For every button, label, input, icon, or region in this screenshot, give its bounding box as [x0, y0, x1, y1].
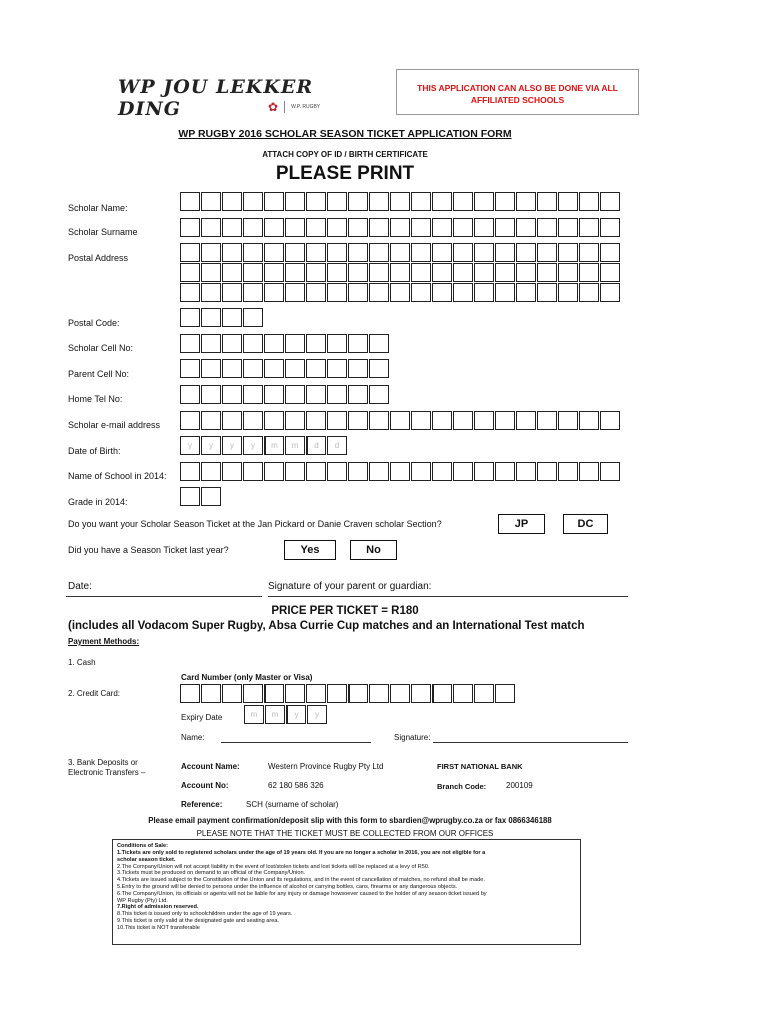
input-box[interactable] — [348, 192, 368, 211]
credit-card-option: 2. Credit Card: — [68, 689, 121, 698]
reference-label: Reference: — [181, 800, 223, 809]
home-tel-label: Home Tel No: — [68, 394, 123, 404]
input-box[interactable] — [579, 411, 599, 430]
cash-option: 1. Cash — [68, 658, 96, 667]
input-box[interactable] — [201, 243, 221, 262]
input-box[interactable] — [390, 684, 410, 703]
input-box[interactable] — [411, 243, 431, 262]
grade-boxes[interactable] — [180, 487, 222, 506]
input-box[interactable] — [285, 359, 305, 378]
input-box[interactable] — [222, 243, 242, 262]
input-box[interactable] — [327, 218, 347, 237]
input-box[interactable] — [453, 263, 473, 282]
input-box[interactable] — [495, 411, 515, 430]
account-no-value: 62 180 586 326 — [268, 781, 324, 790]
input-box[interactable] — [222, 411, 242, 430]
input-box[interactable]: y — [286, 705, 306, 724]
input-box[interactable] — [453, 462, 473, 481]
input-box[interactable] — [495, 462, 515, 481]
input-box[interactable] — [180, 411, 200, 430]
input-box[interactable] — [201, 684, 221, 703]
scholar-email-label: Scholar e-mail address — [68, 420, 161, 430]
condition-item: scholar season ticket. — [117, 856, 176, 863]
input-box[interactable] — [411, 192, 431, 211]
notice-line-2: AFFILIATED SCHOOLS — [470, 95, 565, 105]
input-box[interactable] — [327, 359, 347, 378]
input-box[interactable] — [180, 462, 200, 481]
input-box[interactable] — [306, 283, 326, 302]
input-box[interactable] — [495, 243, 515, 262]
input-box[interactable] — [180, 334, 200, 353]
input-box[interactable]: m — [265, 705, 285, 724]
option-yes[interactable]: Yes — [284, 540, 336, 560]
input-box[interactable]: d — [306, 436, 326, 455]
school-boxes[interactable] — [180, 462, 621, 481]
input-box[interactable] — [285, 243, 305, 262]
input-box[interactable] — [264, 243, 284, 262]
input-box[interactable] — [201, 359, 221, 378]
reference-value: SCH (surname of scholar) — [246, 800, 339, 809]
card-number-boxes[interactable] — [180, 684, 516, 703]
option-no[interactable]: No — [350, 540, 397, 560]
input-box[interactable] — [600, 192, 620, 211]
input-box[interactable]: y — [201, 436, 221, 455]
input-box[interactable]: d — [327, 436, 347, 455]
input-box[interactable] — [180, 283, 200, 302]
parent-cell-boxes[interactable] — [180, 359, 390, 378]
input-box[interactable] — [558, 243, 578, 262]
input-box[interactable] — [474, 411, 494, 430]
input-box[interactable] — [285, 684, 305, 703]
scholar-surname-boxes[interactable] — [180, 218, 621, 237]
input-box[interactable] — [264, 218, 284, 237]
dob-boxes[interactable] — [180, 436, 348, 455]
postal-address-row-1[interactable] — [180, 243, 621, 262]
input-box[interactable] — [579, 283, 599, 302]
input-box[interactable] — [411, 684, 431, 703]
attach-note: ATTACH COPY OF ID / BIRTH CERTIFICATE — [262, 150, 428, 159]
guardian-signature-line[interactable] — [268, 596, 628, 597]
input-box[interactable] — [285, 283, 305, 302]
input-box[interactable] — [285, 192, 305, 211]
postal-code-label: Postal Code: — [68, 318, 120, 328]
input-box[interactable] — [369, 218, 389, 237]
rugby-logo-icon: ✿ — [268, 100, 279, 114]
input-box[interactable] — [222, 283, 242, 302]
input-box[interactable] — [474, 243, 494, 262]
input-box[interactable] — [201, 218, 221, 237]
input-box[interactable] — [558, 218, 578, 237]
card-number-label: Card Number (only Master or Visa) — [181, 673, 313, 682]
card-name-line[interactable] — [221, 742, 371, 743]
input-box[interactable] — [411, 411, 431, 430]
input-box[interactable] — [306, 462, 326, 481]
card-signature-line[interactable] — [433, 742, 628, 743]
input-box[interactable] — [264, 334, 284, 353]
card-signature-label: Signature: — [394, 733, 431, 742]
input-box[interactable] — [369, 385, 389, 404]
input-box[interactable] — [201, 283, 221, 302]
condition-item: 2.The Company/Union will not accept liability in the event of lost/stolen tickets and lost tickets will be replaced at a levy of R50. — [117, 863, 430, 870]
input-box[interactable] — [369, 283, 389, 302]
input-box[interactable] — [537, 263, 557, 282]
input-box[interactable] — [474, 192, 494, 211]
input-box[interactable] — [222, 308, 242, 327]
input-box[interactable] — [516, 411, 536, 430]
input-box[interactable] — [201, 308, 221, 327]
input-box[interactable] — [222, 359, 242, 378]
scholar-email-boxes[interactable] — [180, 411, 621, 430]
input-box[interactable] — [558, 263, 578, 282]
postal-address-row-2[interactable] — [180, 263, 621, 282]
input-box[interactable] — [369, 684, 389, 703]
input-box[interactable] — [264, 192, 284, 211]
input-box[interactable]: m — [244, 705, 264, 724]
input-box[interactable] — [558, 462, 578, 481]
input-box[interactable] — [537, 218, 557, 237]
input-box[interactable] — [180, 385, 200, 404]
input-box[interactable] — [579, 243, 599, 262]
input-box[interactable] — [201, 462, 221, 481]
input-box[interactable] — [285, 218, 305, 237]
postal-code-boxes[interactable] — [180, 308, 264, 327]
input-box[interactable] — [579, 462, 599, 481]
input-box[interactable] — [432, 462, 452, 481]
input-box[interactable] — [390, 263, 410, 282]
condition-item: 7.Right of admission reserved. — [117, 904, 199, 911]
input-box[interactable] — [390, 243, 410, 262]
input-box[interactable] — [348, 218, 368, 237]
input-box[interactable] — [222, 684, 242, 703]
input-box[interactable] — [579, 192, 599, 211]
input-box[interactable] — [222, 263, 242, 282]
date-line[interactable] — [66, 596, 262, 597]
input-box[interactable] — [201, 263, 221, 282]
postal-address-label: Postal Address — [68, 253, 129, 263]
input-box[interactable] — [285, 462, 305, 481]
input-box[interactable] — [495, 684, 515, 703]
input-box[interactable] — [453, 411, 473, 430]
branch-code-value: 200109 — [506, 781, 533, 790]
bank-option — [68, 758, 145, 778]
branch-code-label: Branch Code: — [437, 782, 487, 791]
input-box[interactable] — [348, 684, 368, 703]
input-box[interactable] — [600, 411, 620, 430]
input-box[interactable] — [180, 243, 200, 262]
input-box[interactable] — [201, 385, 221, 404]
input-box[interactable] — [306, 192, 326, 211]
input-box[interactable] — [243, 263, 263, 282]
input-box[interactable]: y — [307, 705, 327, 724]
logo-text: WP JOU LEKKER DING — [118, 76, 314, 120]
input-box[interactable] — [327, 263, 347, 282]
input-box[interactable] — [306, 684, 326, 703]
input-box[interactable] — [348, 283, 368, 302]
input-box[interactable] — [390, 218, 410, 237]
last-year-question: Did you have a Season Ticket last year? — [68, 545, 229, 555]
input-box[interactable] — [558, 192, 578, 211]
input-box[interactable] — [222, 462, 242, 481]
input-box[interactable] — [369, 243, 389, 262]
input-box[interactable] — [201, 334, 221, 353]
parent-cell-label: Parent Cell No: — [68, 369, 130, 379]
input-box[interactable] — [222, 385, 242, 404]
input-box[interactable] — [537, 462, 557, 481]
input-box[interactable] — [243, 411, 263, 430]
section-question: Do you want your Scholar Season Ticket at the Jan Pickard or Danie Craven scholar Section? — [68, 519, 442, 529]
input-box[interactable] — [369, 263, 389, 282]
input-box[interactable] — [180, 308, 200, 327]
input-box[interactable] — [495, 283, 515, 302]
input-box[interactable]: y — [180, 436, 200, 455]
condition-item: 6.The Company/Union, its officials or agents will not be liable for any injury or damage howsoever caused to the holder of any season ticket issued by — [117, 890, 487, 897]
input-box[interactable] — [306, 263, 326, 282]
input-box[interactable] — [432, 411, 452, 430]
home-tel-boxes[interactable] — [180, 385, 390, 404]
option-dc[interactable]: DC — [563, 514, 608, 534]
condition-item: 8.This ticket is issued only to schoolchildren under the age of 19 years. — [117, 911, 293, 918]
input-box[interactable] — [369, 462, 389, 481]
input-box[interactable] — [432, 192, 452, 211]
input-box[interactable] — [180, 263, 200, 282]
bank-option-line-2: Electronic Transfers – — [68, 768, 146, 777]
input-box[interactable] — [180, 218, 200, 237]
account-no-label: Account No: — [181, 781, 229, 790]
input-box[interactable] — [600, 218, 620, 237]
scholar-cell-label: Scholar Cell No: — [68, 343, 134, 353]
input-box[interactable] — [537, 243, 557, 262]
price-includes: (includes all Vodacom Super Rugby, Absa Currie Cup matches and an International Test match — [68, 620, 585, 632]
input-box[interactable] — [180, 192, 200, 211]
input-box[interactable] — [243, 334, 263, 353]
scholar-name-boxes[interactable] — [180, 192, 621, 211]
input-box[interactable] — [390, 192, 410, 211]
input-box[interactable] — [432, 684, 452, 703]
input-box[interactable] — [327, 283, 347, 302]
input-box[interactable] — [180, 487, 200, 506]
input-box[interactable] — [369, 359, 389, 378]
input-box[interactable] — [327, 411, 347, 430]
input-box[interactable] — [474, 462, 494, 481]
input-box[interactable] — [390, 411, 410, 430]
input-box[interactable] — [306, 334, 326, 353]
input-box[interactable] — [285, 263, 305, 282]
input-box[interactable] — [600, 283, 620, 302]
input-box[interactable] — [537, 411, 557, 430]
bank-name: FIRST NATIONAL BANK — [437, 762, 523, 771]
input-box[interactable] — [264, 359, 284, 378]
input-box[interactable] — [516, 263, 536, 282]
input-box[interactable] — [348, 411, 368, 430]
input-box[interactable] — [600, 263, 620, 282]
input-box[interactable] — [390, 283, 410, 302]
input-box[interactable] — [201, 192, 221, 211]
guardian-signature-label: Signature of your parent or guardian: — [268, 581, 432, 592]
notice-box — [396, 69, 639, 115]
input-box[interactable] — [285, 334, 305, 353]
input-box[interactable] — [327, 684, 347, 703]
input-box[interactable] — [306, 411, 326, 430]
input-box[interactable] — [264, 462, 284, 481]
input-box[interactable] — [327, 192, 347, 211]
please-print: PLEASE PRINT — [275, 163, 415, 184]
input-box[interactable] — [495, 218, 515, 237]
input-box[interactable] — [432, 243, 452, 262]
input-box[interactable] — [453, 684, 473, 703]
input-box[interactable]: y — [243, 436, 263, 455]
input-box[interactable]: y — [222, 436, 242, 455]
input-box[interactable] — [453, 192, 473, 211]
input-box[interactable] — [369, 192, 389, 211]
input-box[interactable] — [306, 359, 326, 378]
input-box[interactable] — [306, 218, 326, 237]
condition-item: 5.Entry to the ground will be denied to persons under the influence of alcohol or carrying bottles, cans, firearms or any dangerous objects. — [117, 884, 458, 890]
input-box[interactable] — [222, 334, 242, 353]
input-box[interactable] — [348, 359, 368, 378]
input-box[interactable] — [369, 411, 389, 430]
input-box[interactable] — [264, 411, 284, 430]
logo-sub: W.P. RUGBY — [291, 104, 321, 110]
input-box[interactable] — [474, 218, 494, 237]
input-box[interactable] — [516, 192, 536, 211]
input-box[interactable] — [453, 218, 473, 237]
input-box[interactable] — [243, 243, 263, 262]
date-label: Date: — [68, 581, 92, 592]
input-box[interactable] — [264, 283, 284, 302]
expiry-boxes[interactable] — [244, 705, 328, 724]
input-box[interactable] — [495, 192, 515, 211]
input-box[interactable] — [558, 411, 578, 430]
input-box[interactable] — [264, 684, 284, 703]
scholar-surname-label: Scholar Surname — [68, 227, 138, 237]
input-box[interactable] — [327, 462, 347, 481]
input-box[interactable] — [285, 385, 305, 404]
input-box[interactable] — [432, 218, 452, 237]
input-box[interactable] — [243, 684, 263, 703]
school-label: Name of School in 2014: — [68, 471, 167, 481]
input-box[interactable] — [411, 283, 431, 302]
grade-label: Grade in 2014: — [68, 497, 128, 507]
input-box[interactable] — [222, 218, 242, 237]
input-box[interactable] — [516, 462, 536, 481]
input-box[interactable] — [390, 462, 410, 481]
collect-notice: PLEASE NOTE THAT THE TICKET MUST BE COLLECTED FROM OUR OFFICES — [196, 829, 494, 838]
input-box[interactable] — [201, 411, 221, 430]
option-jp[interactable]: JP — [498, 514, 545, 534]
condition-item: WP Rugby (Pty) Ltd. — [117, 897, 168, 904]
payment-heading: Payment Methods: — [68, 637, 140, 646]
input-box[interactable] — [348, 334, 368, 353]
input-box[interactable] — [348, 243, 368, 262]
input-box[interactable] — [243, 462, 263, 481]
dob-label: Date of Birth: — [68, 446, 121, 456]
input-box[interactable] — [600, 462, 620, 481]
input-box[interactable] — [432, 263, 452, 282]
condition-item: 3.Tickets must be produced on demand to an official of the Company/Union. — [117, 870, 306, 877]
input-box[interactable] — [327, 334, 347, 353]
input-box[interactable] — [516, 218, 536, 237]
input-box[interactable] — [474, 263, 494, 282]
notice-line-1: THIS APPLICATION CAN ALSO BE DONE VIA ALL — [417, 83, 618, 93]
input-box[interactable] — [474, 283, 494, 302]
email-instruction: Please email payment confirmation/deposit slip with this form to sbardien@wprugby.co.za or fax 0866346188 — [148, 816, 552, 825]
logo — [118, 76, 358, 118]
input-box[interactable] — [537, 192, 557, 211]
input-box[interactable] — [516, 283, 536, 302]
input-box[interactable]: m — [285, 436, 305, 455]
form-title: WP RUGBY 2016 SCHOLAR SEASON TICKET APPLICATION FORM — [178, 128, 512, 140]
input-box[interactable] — [369, 334, 389, 353]
card-name-label: Name: — [181, 733, 205, 742]
expiry-label: Expiry Date — [181, 713, 223, 722]
input-box[interactable] — [264, 385, 284, 404]
price-line: PRICE PER TICKET = R180 — [271, 605, 419, 617]
input-box[interactable] — [243, 385, 263, 404]
input-box[interactable] — [495, 263, 515, 282]
input-box[interactable] — [348, 462, 368, 481]
condition-item: 1.Tickets are only sold to registered scholars under the age of 19 years old. If you are no longer a scholar in 2016, you are not eligible for a — [117, 850, 486, 856]
scholar-cell-boxes[interactable] — [180, 334, 390, 353]
input-box[interactable] — [222, 192, 242, 211]
input-box[interactable]: m — [264, 436, 284, 455]
bank-option-line-1: 3. Bank Deposits or — [68, 758, 138, 767]
input-box[interactable] — [432, 283, 452, 302]
postal-address-row-3[interactable] — [180, 283, 621, 302]
input-box[interactable] — [243, 283, 263, 302]
input-box[interactable] — [306, 385, 326, 404]
input-box[interactable] — [264, 263, 284, 282]
input-box[interactable] — [411, 218, 431, 237]
input-box[interactable] — [558, 283, 578, 302]
input-box[interactable] — [243, 218, 263, 237]
input-box[interactable] — [348, 385, 368, 404]
input-box[interactable] — [579, 218, 599, 237]
input-box[interactable] — [243, 192, 263, 211]
input-box[interactable] — [516, 243, 536, 262]
input-box[interactable] — [537, 283, 557, 302]
input-box[interactable] — [180, 684, 200, 703]
input-box[interactable] — [411, 263, 431, 282]
input-box[interactable] — [579, 263, 599, 282]
input-box[interactable] — [453, 283, 473, 302]
input-box[interactable] — [243, 308, 263, 327]
input-box[interactable] — [453, 243, 473, 262]
input-box[interactable] — [474, 684, 494, 703]
condition-item: 4.Tickets are issued subject to the Constitution of the Union and its regulations, and in the event of cancellation of matches, no refund shall be made. — [117, 877, 485, 884]
account-name-label: Account Name: — [181, 762, 240, 771]
scholar-name-label: Scholar Name: — [68, 203, 128, 213]
input-box[interactable] — [327, 385, 347, 404]
input-box[interactable] — [180, 359, 200, 378]
input-box[interactable] — [600, 243, 620, 262]
condition-item: 9.This ticket is only valid at the designated gate and seating area. — [117, 918, 280, 924]
input-box[interactable] — [348, 263, 368, 282]
input-box[interactable] — [327, 243, 347, 262]
conditions-title: Conditions of Sale: — [117, 843, 168, 849]
input-box[interactable] — [201, 487, 221, 506]
condition-item: 10.This ticket is NOT transferable — [117, 924, 200, 931]
input-box[interactable] — [243, 359, 263, 378]
input-box[interactable] — [411, 462, 431, 481]
account-name-value: Western Province Rugby Pty Ltd — [268, 762, 384, 771]
input-box[interactable] — [306, 243, 326, 262]
input-box[interactable] — [285, 411, 305, 430]
